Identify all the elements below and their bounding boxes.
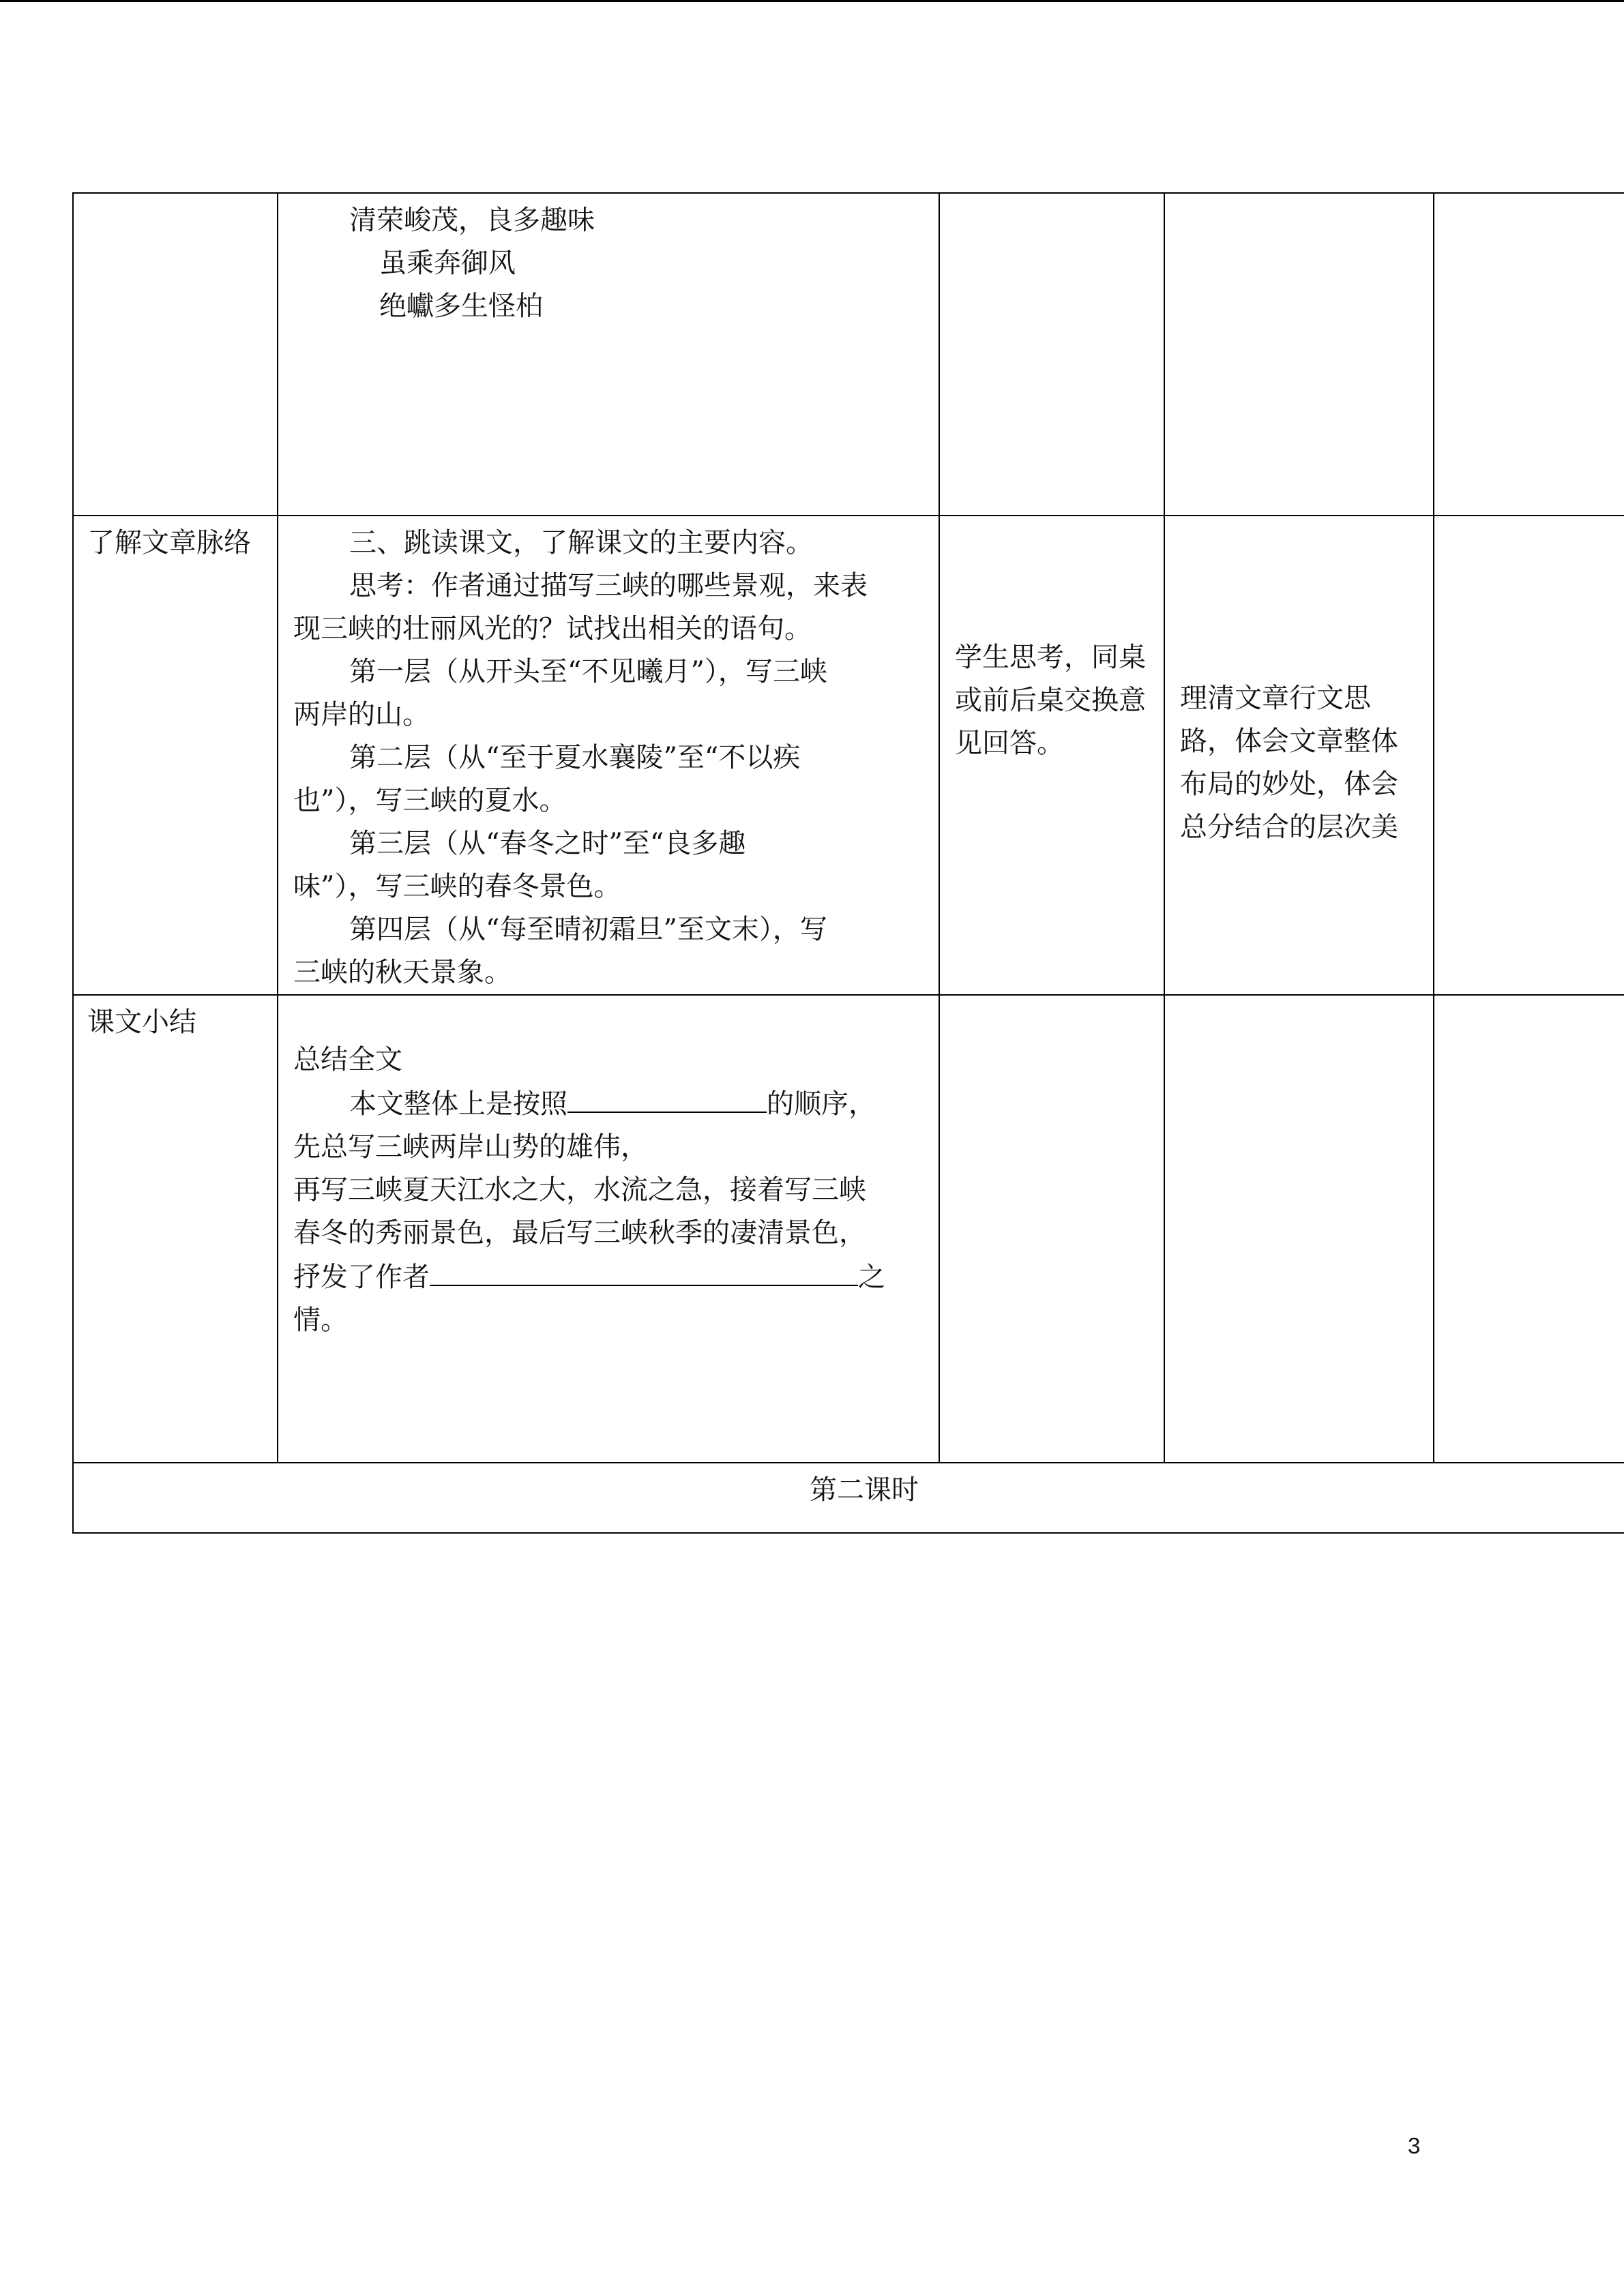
content-cell	[278, 995, 939, 1463]
text-line: 三峡的秋天景象。	[293, 957, 512, 988]
text-line: 思考：作者通过描写三峡的哪些景观，来表	[349, 570, 868, 601]
lesson-plan-table	[72, 192, 1624, 1534]
student-activity-cell	[939, 193, 1164, 516]
table-row	[73, 1463, 1624, 1533]
text-line: 抒发了作者 之	[293, 1255, 925, 1299]
student-activity-cell	[939, 995, 1164, 1463]
table-row	[73, 516, 1624, 995]
text-line: 第三层（从“春冬之时”至“良多趣	[349, 828, 746, 859]
text-line: 春冬的秀丽景色，最后写三峡秋季的凄清景色，	[293, 1217, 866, 1249]
design-intent-cell	[1164, 193, 1434, 516]
student-activity-text: 学生思考，同桌或前后桌交换意见回答。	[955, 642, 1146, 759]
table-row	[73, 193, 1624, 516]
summary-heading: 总结全文	[293, 1044, 402, 1075]
text-line: 味”），写三峡的春冬景色。	[293, 871, 621, 902]
text-line: 清荣峻茂，良多趣味	[349, 205, 595, 236]
text-line: 先总写三峡两岸山势的雄伟，	[293, 1131, 648, 1163]
notes-cell	[1434, 516, 1624, 995]
text-line: 也”），写三峡的夏水。	[293, 785, 567, 816]
text-line: 本文整体上是按照 的顺序，	[293, 1082, 925, 1126]
table-row	[73, 995, 1624, 1463]
content-cell	[278, 516, 939, 995]
text-line: 第四层（从“每至晴初霜旦”至文末），写	[349, 914, 827, 945]
text-line: 现三峡的壮丽风光的？试找出相关的语句。	[293, 613, 812, 644]
top-border-line	[0, 0, 1624, 2]
session-title: 第二课时	[73, 1463, 1624, 1533]
section-cell	[73, 193, 278, 516]
fill-in-blank[interactable]	[567, 1082, 767, 1113]
text-line: 情。	[293, 1304, 348, 1336]
design-intent-cell	[1164, 995, 1434, 1463]
notes-cell	[1434, 193, 1624, 516]
text-line: 第一层（从开头至“不见曦月”），写三峡	[349, 656, 827, 687]
design-intent-text: 理清文章行文思路，体会文章整体布局的妙处，体会总分结合的层次美	[1180, 683, 1398, 843]
spacer	[293, 1001, 925, 1039]
section-title: 课文小结	[87, 1007, 196, 1038]
text-line: 两岸的山。	[293, 699, 430, 730]
text-line: 绝巘多生怪柏	[379, 290, 543, 322]
page-number: 3	[1408, 2133, 1421, 2158]
text-line: 再写三峡夏天江水之大，水流之急，接着写三峡	[293, 1174, 866, 1206]
design-intent-cell	[1164, 516, 1434, 995]
section-cell	[73, 995, 278, 1463]
content-cell	[278, 193, 939, 516]
text-line: 三、跳读课文，了解课文的主要内容。	[349, 527, 813, 558]
text-line: 第二层（从“至于夏水襄陵”至“不以疾	[349, 742, 801, 773]
notes-cell	[1434, 995, 1624, 1463]
section-cell	[73, 516, 278, 995]
section-title: 了解文章脉络	[87, 527, 251, 558]
text-line: 虽乘奔御风	[379, 248, 516, 279]
student-activity-cell	[939, 516, 1164, 995]
fill-in-blank[interactable]	[430, 1255, 858, 1286]
